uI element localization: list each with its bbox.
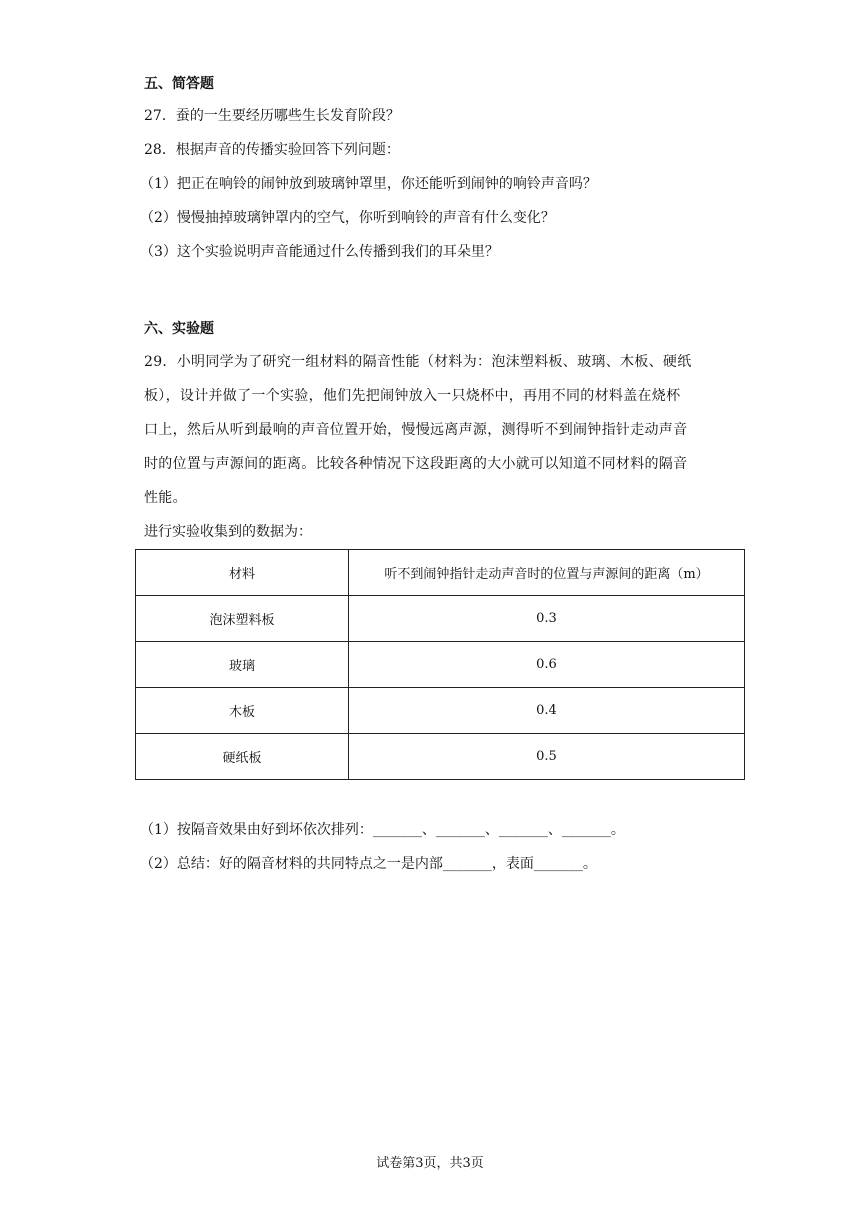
question-29-line: 板），设计并做了一个实验，他们先把闹钟放入一只烧杯中，再用不同的材料盖在烧杯	[144, 388, 681, 404]
section-6-title: 六、实验题	[144, 321, 214, 337]
section-5-title: 五、简答题	[144, 76, 214, 92]
question-29-line: 口上，然后从听到最响的声音位置开始，慢慢远离声源，测得听不到闹钟指针走动声音	[144, 422, 688, 438]
table-cell-material: 木板	[136, 688, 349, 734]
table-cell-distance: 0.3	[349, 596, 745, 642]
table-cell-material: 泡沫塑料板	[136, 596, 349, 642]
question-28: 28．根据声音的传播实验回答下列问题：	[144, 142, 400, 158]
table-header-cell: 材料	[136, 550, 349, 596]
question-29-line: 29．小明同学为了研究一组材料的隔音性能（材料为：泡沫塑料板、玻璃、木板、硬纸	[144, 354, 692, 370]
table-cell-distance: 0.4	[349, 688, 745, 734]
table-header-row	[136, 550, 745, 596]
question-29-part-1: （1）按隔音效果由好到坏依次排列：_______、_______、_______、_______。	[140, 822, 625, 838]
table-row	[136, 688, 745, 734]
question-28-part-3: （3）这个实验说明声音能通过什么传播到我们的耳朵里？	[140, 244, 499, 260]
question-28-part-1: （1）把正在响铃的闹钟放到玻璃钟罩里，你还能听到闹钟的响铃声音吗？	[140, 176, 597, 192]
question-29-line: 时的位置与声源间的距离。比较各种情况下这段距离的大小就可以知道不同材料的隔音	[144, 456, 688, 472]
page-footer: 试卷第3页，共3页	[376, 1156, 484, 1171]
table-cell-distance: 0.5	[349, 734, 745, 780]
table-row	[136, 596, 745, 642]
question-29-text	[144, 345, 744, 515]
data-intro: 进行实验收集到的数据为：	[144, 524, 312, 540]
table-cell-distance: 0.6	[349, 642, 745, 688]
table-header-cell: 听不到闹钟指针走动声音时的位置与声源间的距离（m）	[349, 550, 745, 596]
table-cell-material: 硬纸板	[136, 734, 349, 780]
table-row	[136, 734, 745, 780]
question-29-line: 性能。	[144, 490, 187, 506]
question-28-part-2: （2）慢慢抽掉玻璃钟罩内的空气，你听到响铃的声音有什么变化？	[140, 210, 555, 226]
table-row	[136, 642, 745, 688]
question-27: 27．蚕的一生要经历哪些生长发育阶段？	[144, 108, 400, 124]
data-table	[135, 549, 745, 780]
table-cell-material: 玻璃	[136, 642, 349, 688]
question-29-part-2: （2）总结：好的隔音材料的共同特点之一是内部_______，表面_______。	[140, 856, 597, 872]
